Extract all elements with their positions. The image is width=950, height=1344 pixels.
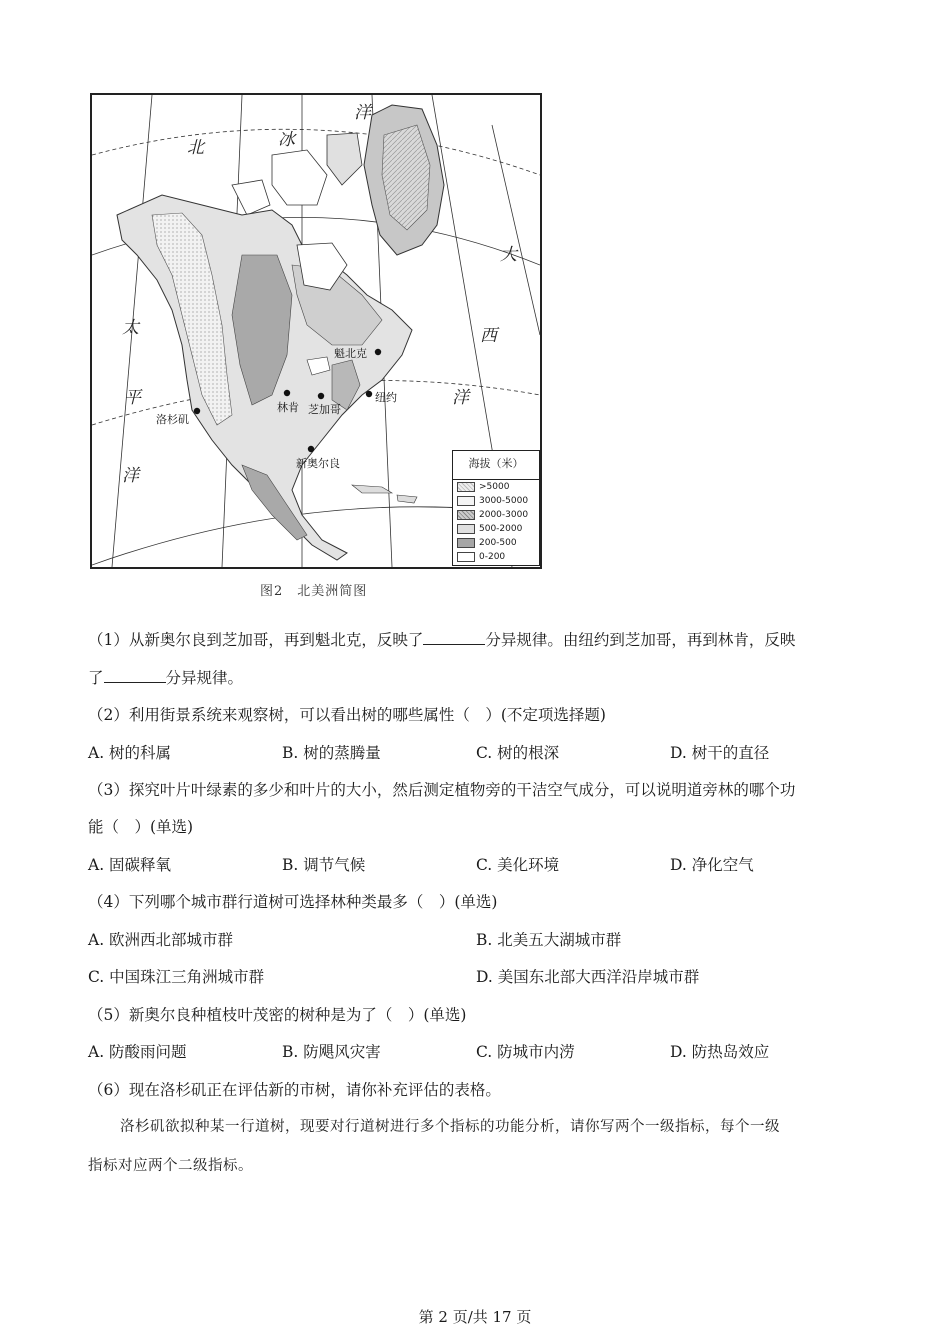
q3-option-d[interactable]: D. 净化空气 xyxy=(670,856,754,874)
q3-option-b[interactable]: B. 调节气候 xyxy=(282,856,366,874)
q1-blank-2[interactable] xyxy=(104,668,166,683)
q3-option-c[interactable]: C. 美化环境 xyxy=(476,856,560,874)
q1-line2 xyxy=(88,666,243,688)
q3-option-a[interactable]: A. 固碳释氧 xyxy=(88,856,172,874)
lincoln-dot xyxy=(284,390,290,396)
legend-row xyxy=(453,550,539,564)
figure-caption xyxy=(260,580,381,599)
legend-row xyxy=(453,536,539,550)
q3-stem-line2: 能（ ）(单选) xyxy=(88,818,194,836)
neworleans-dot xyxy=(308,446,314,452)
newyork-dot xyxy=(366,391,372,397)
q5-stem: （5）新奥尔良种植枝叶茂密的树种是为了（ ）(单选) xyxy=(88,1006,467,1024)
q1-line1 xyxy=(88,628,795,650)
q1-blank-1[interactable] xyxy=(423,630,485,645)
caption-text: 北美洲简图 xyxy=(297,584,368,599)
legend-swatch xyxy=(457,510,475,520)
legend-row xyxy=(453,508,539,522)
q1-text-b: 分异规律。由纽约到芝加哥，再到林肯，反映 xyxy=(485,631,796,649)
q4-option-b[interactable]: B. 北美五大湖城市群 xyxy=(476,931,622,949)
elevation-legend xyxy=(452,450,540,566)
city-label-quebec: 魁北克 xyxy=(334,347,367,360)
legend-swatch xyxy=(457,496,475,506)
q5-option-c[interactable]: C. 防城市内涝 xyxy=(476,1043,575,1061)
city-label-newyork: 纽约 xyxy=(375,391,397,404)
q4-stem: （4）下列哪个城市群行道树可选择林种类最多（ ）(单选) xyxy=(88,893,498,911)
legend-swatch xyxy=(457,538,475,548)
q2-option-d[interactable]: D. 树干的直径 xyxy=(670,744,770,762)
legend-swatch xyxy=(457,524,475,534)
ocean-label-bei: 北 xyxy=(187,138,204,158)
q2-option-c[interactable]: C. 树的根深 xyxy=(476,744,560,762)
legend-swatch xyxy=(457,552,475,562)
q6-stem: （6）现在洛杉矶正在评估新的市树，请你补充评估的表格。 xyxy=(88,1081,501,1099)
legend-row xyxy=(453,494,539,508)
q3-stem-line1: （3）探究叶片叶绿素的多少和叶片的大小，然后测定植物旁的干洁空气成分，可以说明道旁林的哪个功 xyxy=(88,781,796,799)
legend-row xyxy=(453,522,539,536)
page-footer: 第 2 页/共 17 页 xyxy=(418,1308,532,1326)
paragraph-line2: 指标对应两个二级指标。 xyxy=(88,1158,253,1174)
q5-option-a[interactable]: A. 防酸雨问题 xyxy=(88,1043,187,1061)
q1-text-c: 了 xyxy=(88,669,104,687)
q1-text-a: （1）从新奥尔良到芝加哥，再到魁北克，反映了 xyxy=(88,631,424,649)
ocean-label-yang2: 洋 xyxy=(452,388,469,408)
q1-text-d: 分异规律。 xyxy=(165,669,244,687)
caption-number: 图2 xyxy=(260,584,284,599)
q4-option-c[interactable]: C. 中国珠江三角洲城市群 xyxy=(88,968,265,986)
ocean-label-da: 大 xyxy=(500,245,517,265)
legend-label: >5000 xyxy=(479,482,510,492)
legend-label: 0-200 xyxy=(479,552,506,562)
city-label-lincoln: 林肯 xyxy=(277,401,299,414)
chicago-dot xyxy=(318,393,324,399)
ocean-label-bing: 冰 xyxy=(278,130,295,150)
losangeles-dot xyxy=(194,408,200,414)
q2-option-a[interactable]: A. 树的科属 xyxy=(88,744,172,762)
city-label-losangeles: 洛杉矶 xyxy=(156,413,189,426)
ocean-label-yang: 洋 xyxy=(354,103,371,123)
city-label-chicago: 芝加哥 xyxy=(308,403,341,416)
legend-row xyxy=(453,480,539,494)
q4-option-a[interactable]: A. 欧洲西北部城市群 xyxy=(88,931,234,949)
ocean-label-tai: 太 xyxy=(122,318,139,338)
legend-title: 海拔（米） xyxy=(453,455,539,480)
legend-label: 200-500 xyxy=(479,538,517,548)
q5-option-d[interactable]: D. 防热岛效应 xyxy=(670,1043,770,1061)
legend-label: 2000-3000 xyxy=(479,510,529,520)
legend-swatch xyxy=(457,482,475,492)
city-label-neworleans: 新奥尔良 xyxy=(296,457,340,470)
quebec-dot xyxy=(375,349,381,355)
q2-option-b[interactable]: B. 树的蒸腾量 xyxy=(282,744,381,762)
legend-label: 500-2000 xyxy=(479,524,523,534)
q2-stem: （2）利用街景系统来观察树，可以看出树的哪些属性（ ）(不定项选择题) xyxy=(88,706,606,724)
q5-option-b[interactable]: B. 防飓风灾害 xyxy=(282,1043,381,1061)
q4-option-d[interactable]: D. 美国东北部大西洋沿岸城市群 xyxy=(476,968,700,986)
legend-label: 3000-5000 xyxy=(479,496,529,506)
ocean-label-ping: 平 xyxy=(124,388,141,408)
ocean-label-xi: 西 xyxy=(480,326,497,346)
paragraph-line1: 洛杉矶欲拟种某一行道树，现要对行道树进行多个指标的功能分析，请你写两个一级指标，每个一级 xyxy=(120,1119,780,1135)
ocean-label-yang3: 洋 xyxy=(122,466,139,486)
